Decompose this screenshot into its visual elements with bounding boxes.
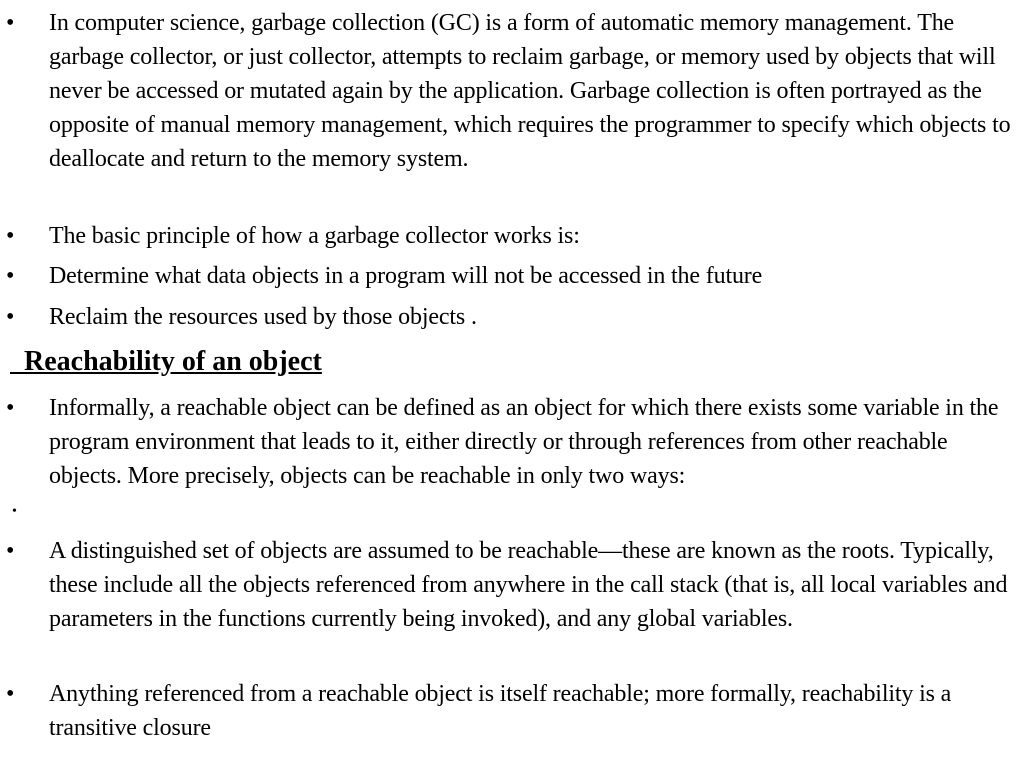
bullet-marker: • — [6, 263, 15, 289]
bullet-text: In computer science, garbage collection (GC) is a form of automatic memory management. The garbage collector, or just collector, attempts to reclaim garbage, or memory used by objects that will never be accessed or mutated again by the application. Garbage collection is often portrayed as the opposite of manual memory management, which requires the programmer to specify which objects to deallocate and return to the memory system. — [49, 10, 1011, 172]
bullet-marker: • — [6, 681, 15, 707]
section-heading: Reachability of an object — [10, 346, 322, 377]
bullet-text: Determine what data objects in a program will not be accessed in the future — [49, 263, 763, 289]
bullet-marker: • — [6, 304, 15, 330]
bullet-marker: • — [6, 10, 15, 36]
bullet-marker: • — [6, 538, 15, 564]
bullet-text: Anything referenced from a reachable object is itself reachable; more formally, reachability is a transitive closure — [49, 681, 952, 741]
stray-dot-marker: • — [12, 504, 17, 519]
bullet-text: Informally, a reachable object can be defined as an object for which there exists some variable in the program environment that leads to it, either directly or through references from other reachable objects. More precisely, objects can be reachable in only two ways: — [49, 395, 999, 489]
bullet-text: A distinguished set of objects are assumed to be reachable—these are known as the roots. Typically, these include all the objects referenced from anywhere in the call stack (that is, all local variables and parameters in the functions currently being invoked), and any global variables. — [49, 538, 1008, 632]
bullet-text: The basic principle of how a garbage collector works is: — [49, 223, 580, 249]
bullet-marker: • — [6, 223, 15, 249]
bullet-text: Reclaim the resources used by those objects . — [49, 304, 477, 330]
bullet-marker: • — [6, 395, 15, 421]
